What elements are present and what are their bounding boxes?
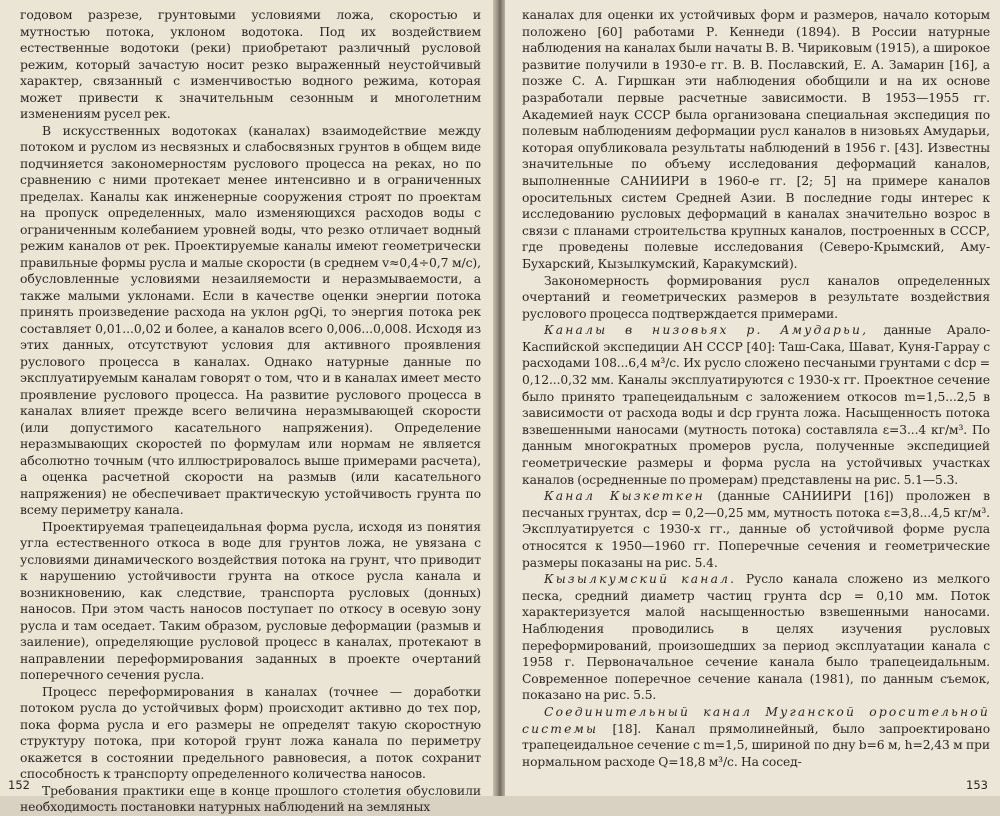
paragraph: Процесс переформирования в каналах (точнее — доработки потоком русла до устойчивых форм) происходит активно до тех пор, пока форма русла и его размеры не определят такую скоростную структуру потока, при которой грунт ложа канала по периметру окажется в состоянии предельного равновесия, а поток сохранит способность к транспорту определенного количества наносов.: [20, 683, 481, 781]
paragraph: Канал Кызкеткен (данные САНИИРИ [16]) проложен в песчаных грунтах, dср = 0,2—0,25 мм, мутность потока ε=3,8...4,5 кг/м³. Эксплуатируется с 1930-х гг., данные об устойчивой форме русла относятся к 1950—1960 гг. Поперечные сечения и геометрические размеры показаны на рис. 5.4.: [522, 489, 991, 570]
paragraph: Требования практики еще в конце прошлого столетия обусловили необходимость постановки натурных наблюдений на земляных: [20, 782, 481, 814]
paragraph: В искусственных водотоках (каналах) взаимодействие между потоком и руслом из несвязных и слабосвязных грунтов в общем виде подчиняется закономерностям руслового процесса на реках, но по сравнению с ними протекает менее интенсивно и в ограниченных пределах. Каналы как инженерные сооружения строят по проектам на пропуск определенных, мало изменяющихся расходов воды с ограниченным колебанием уровней воды, что резко отличает водный режим каналов от рек. Проектируемые каналы имеют геометрически правильные формы русла и малые скорости (в среднем v≈0,4÷0,7 м/с), обусловленные условиями незаиляемости и неразмываемости, а также малыми уклонами. Если в качестве оценки энергии потока принять произведение расхода на уклон ρgQi, то энергия потока рек составляет 0,01...0,02 и более, а каналов всего 0,006...0,008. Исходя из этих данных, отсутствуют условия для активного проявления руслового процесса в каналах. Однако натурные данные по эксплуатируемым каналам говорят о том, что и в каналах имеет место проявление руслового процесса. На развитие руслового процесса в каналах влияет прежде всего величина неразмывающей скорости (или допустимого касательного напряжения). Определение неразмывающих скоростей по формулам или нормам не является абсолютно точным (что иллюстрировалось выше примерами расчета), а оценка расчетной скорости на размыв (или касательного напряжения) не обеспечивает практическую устойчивость грунта по всему периметру канала.: [20, 122, 481, 517]
paragraph: Кызылкумский канал. Русло канала сложено из мелкого песка, средний диаметр частиц грунта dср = 0,10 мм. Поток характеризуется малой насыщенностью взвешенными наносами. Наблюдения проводились в целях изучения русловых переформирований, произошедших за период эксплуатации канала с 1958 г. Первоначальное сечение канала было трапецеидальным. Современное поперечное сечение канала (1981), по данным съемок, показано на рис. 5.5.: [522, 572, 990, 703]
section-heading: Соединительный канал Муганской оросительной системы: [522, 704, 990, 736]
page-number: 152: [8, 778, 30, 792]
section-heading: Канал Кызкеткен: [544, 489, 705, 504]
paragraph: годовом разрезе, грунтовыми условиями ложа, скоростью и мутностью потока, уклоном водотока. Под их воздействием естественные водотоки (реки) приобретают различный русловой режим, который зачастую носит резко выраженный неустойчивый характер, связанный с изменчивостью водного режима, которая может привести к значительным сезонным и многолетним изменениям русел рек.: [20, 7, 481, 121]
right-page-text: [522, 7, 990, 770]
paragraph: Проектируемая трапецеидальная форма русла, исходя из понятия угла естественного откоса в воде для грунтов ложа, не увязана с условиями динамического воздействия потока на грунт, что приводит к нарушению устойчивости грунта на откосе русла канала и возникновению, как следствие, транспорта русловых (донных) наносов. При этом часть наносов поступает по откосу в осевую зону русла и там оседает. Таким образом, русловые деформации (размыв и заиление), определяющие русловой процесс в каналах, протекают в направлении переформирования заданных в проекте очертаний поперечного сечения русла.: [20, 518, 481, 682]
paragraph: Каналы в низовьях р. Амударьи, данные Арало-Каспийской экспедиции АН СССР [40]: Таш-Сака, Шават, Куня-Гарраy с расходами 108...6,4 м³/с. Их русло сложено песчаными грунтами с dср = 0,12...0,32 мм. Каналы эксплуатируются с 1930-х гг. Проектное сечение было принято трапецеидальным с заложением откосов m=1,5...2,5 в зависимости от расхода воды и dср грунта ложа. Насыщенность потока взвешенными наносами (мутность потока) составляла ε=3...4 кг/м³. По данным многократных промеров русла, полученные экспедицией геометрические размеры и форма русла на устойчивых участках каналов (осредненные по промерам) представлены на рис. 5.1—5.3.: [522, 323, 991, 487]
section-heading: Каналы в низовьях р. Амударьи,: [544, 323, 869, 338]
paragraph: Соединительный канал Муганской оросительной системы [18]. Канал прямолинейный, было запроектировано трапецеидальное сечение с m=1,5, шириной по дну b=6 м, h=2,43 м при нормальном расходе Q=18,8 м³/с. На сосед-: [522, 704, 990, 769]
left-page-text: [20, 7, 481, 816]
right-page: [505, 0, 1000, 796]
paragraph: каналах для оценки их устойчивых форм и размеров, начало которым положено [60] работами Р. Кеннеди (1894). В России натурные наблюдения на каналах были начаты В. В. Чириковым (1915), а широкое развитие получили в 1930-е гг. В. В. Пославский, Е. А. Замарин [16], а позже С. А. Гиршкан эти наблюдения обобщили и на их основе разработали первые расчетные зависимости. В 1953—1955 гг. Академией наук СССР была организована специальная экспедиция по полевым наблюдениям деформации русл каналов в низовьях Амударьи, которая опубликовала результаты наблюдений в 1956 г. [43]. Известны значительные по объему исследования деформаций каналов, выполненные САНИИРИ в 1960-е гг. [2; 5] на примере каналов оросительных систем Средней Азии. В последние годы интерес к исследованию русловых деформаций в каналах значительно возрос в связи с планами строительства крупных каналов, построенных в СССР, где проведены полевые исследования (Северо-Крымский, Аму-Бухарский, Кызылкумский, Каракумский).: [522, 8, 990, 271]
paragraph: Закономерность формирования русл каналов определенных очертаний и геометрических размеров в результате воздействия руслового процесса подтверждается примерами.: [522, 273, 990, 321]
left-page: [0, 0, 493, 814]
book-gutter: [493, 0, 505, 796]
page-number: 153: [966, 778, 988, 792]
section-heading: Кызылкумский канал.: [544, 572, 737, 587]
